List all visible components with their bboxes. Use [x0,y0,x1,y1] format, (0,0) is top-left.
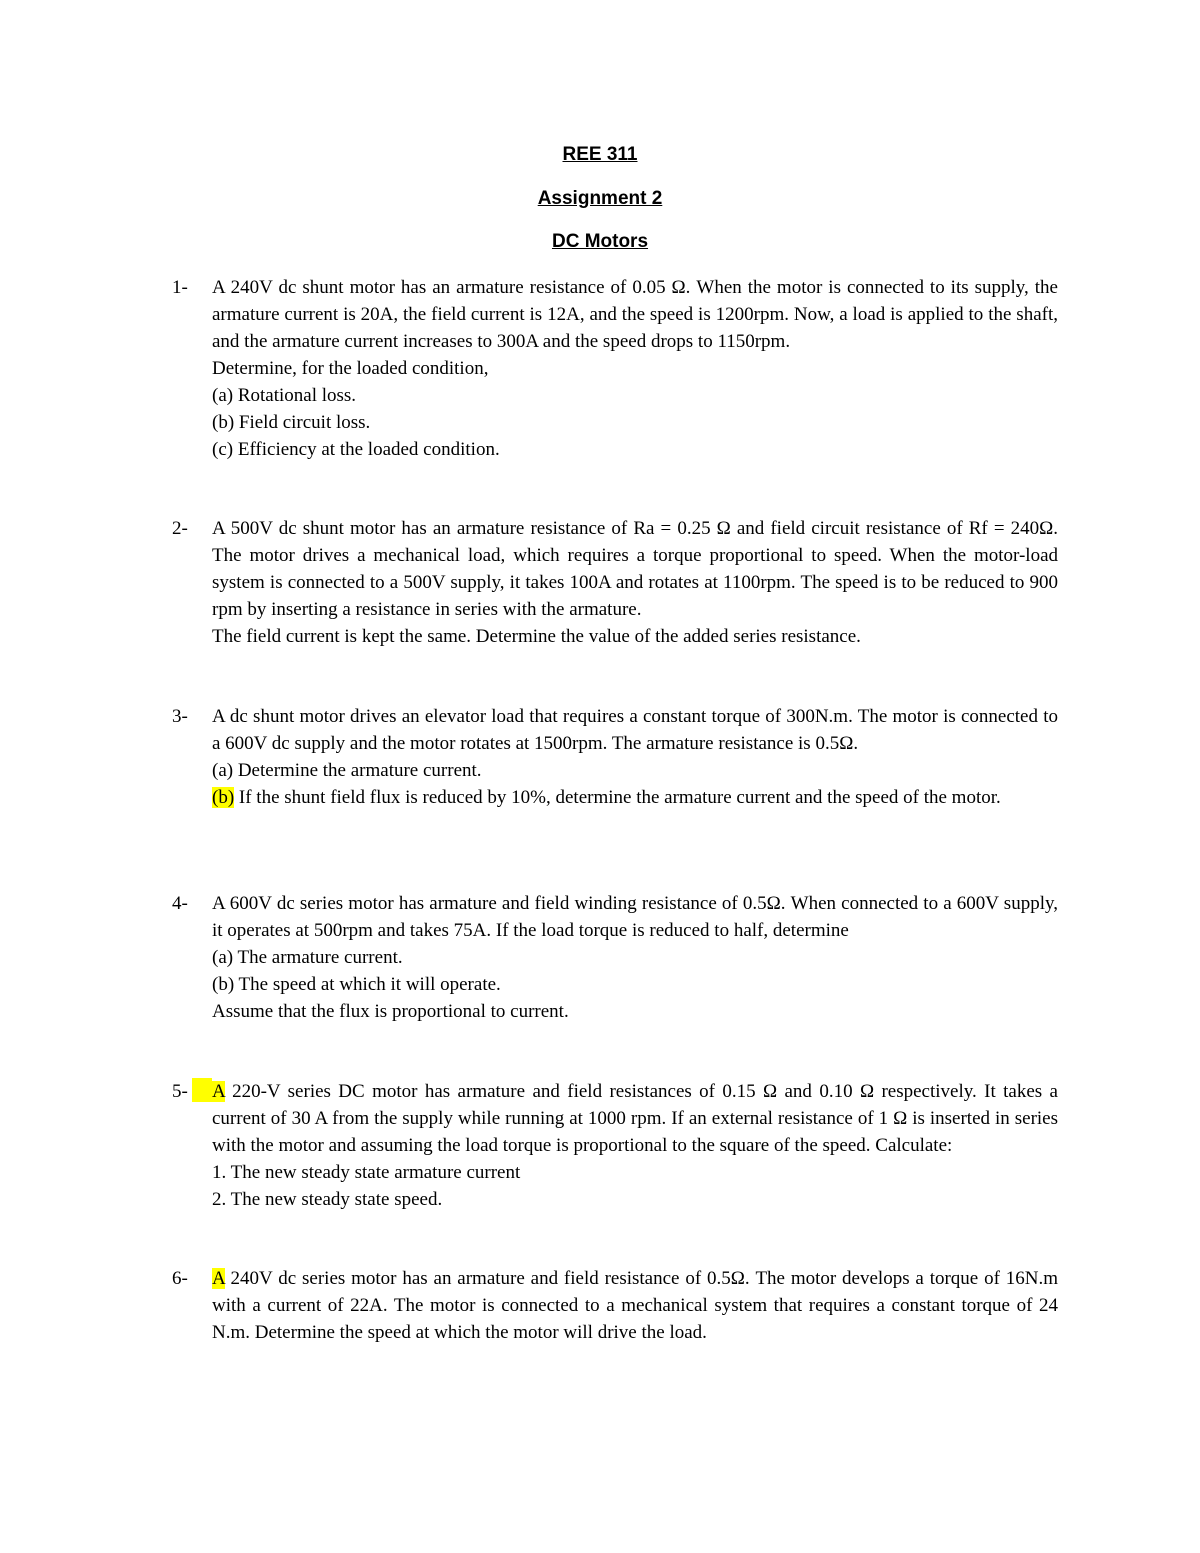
question-text: A 600V dc series motor has armature and field winding resistance of 0.5Ω. When connected to a 600V supply, it operates at 500rpm and takes 75A. If the load torque is reduced to half, determine [212,893,1058,941]
highlighted-word: A [212,1268,225,1289]
question-text: A 500V dc shunt motor has an armature resistance of Ra = 0.25 Ω and field circuit resistance of Rf = 240Ω. The motor drives a mechanical load, which requires a torque proportional to speed. When the motor-load system is connected to a 500V supply, it takes 100A and rotates at 1100rpm. The speed is to be reduced to 900 rpm by inserting a resistance in series with the armature. [212,518,1058,620]
question-5 [172,1078,1058,1213]
question-line: (a) Rotational loss. [212,385,357,406]
assignment-title: Assignment 2 [537,188,663,209]
question-line: Determine, for the loaded condition, [212,358,489,379]
question-line: The field current is kept the same. Determine the value of the added series resistance. [212,626,861,647]
highlight-mark [192,1078,212,1102]
question-text: 220-V series DC motor has armature and field resistances of 0.15 Ω and 0.10 Ω respectively. It takes a current of 30 A from the supply while running at 1000 rpm. If an external resistance of 1 Ω is inserted in series with the motor and assuming the load torque is proportional to the square of the speed. Calculate: [212,1081,1058,1156]
question-number: 6- [172,1268,188,1289]
highlighted-part-label: (b) [212,787,235,808]
question-line: 2. The new steady state speed. [212,1189,443,1210]
question-number: 4- [172,893,188,914]
topic-title: DC Motors [551,231,649,252]
question-number: 1- [172,277,188,298]
question-line: (b) The speed at which it will operate. [212,974,501,995]
question-1 [172,274,1058,463]
question-3 [172,703,1058,811]
course-code: REE 311 [562,144,638,165]
highlighted-word: A [212,1081,225,1102]
question-number: 5- [172,1081,188,1102]
question-line: (a) The armature current. [212,947,403,968]
question-text: 240V dc series motor has an armature and field resistance of 0.5Ω. The motor develops a torque of 16N.m with a current of 22A. The motor is connected to a mechanical system that requires a constant torque of 24 N.m. Determine the speed at which the motor will drive the load. [212,1268,1058,1343]
question-text: A 240V dc shunt motor has an armature resistance of 0.05 Ω. When the motor is connected to its supply, the armature current is 20A, the field current is 12A, and the speed is 1200rpm. Now, a load is applied to the shaft, and the armature current increases to 300A and the speed drops to 1150rpm. [212,277,1058,352]
question-number: 2- [172,518,188,539]
question-2 [172,515,1058,650]
question-line: 1. The new steady state armature current [212,1162,521,1183]
question-line: (a) Determine the armature current. [212,760,482,781]
question-number: 3- [172,706,188,727]
question-6 [172,1265,1058,1346]
question-line: (c) Efficiency at the loaded condition. [212,439,500,460]
question-text: A dc shunt motor drives an elevator load that requires a constant torque of 300N.m. The motor is connected to a 600V dc supply and the motor rotates at 1500rpm. The armature resistance is 0.5Ω. [212,706,1058,754]
question-line: Assume that the flux is proportional to current. [212,1001,569,1022]
question-line: If the shunt field flux is reduced by 10%, determine the armature current and the speed of the motor. [234,787,1001,808]
question-line: (b) Field circuit loss. [212,412,371,433]
question-4 [172,890,1058,1025]
